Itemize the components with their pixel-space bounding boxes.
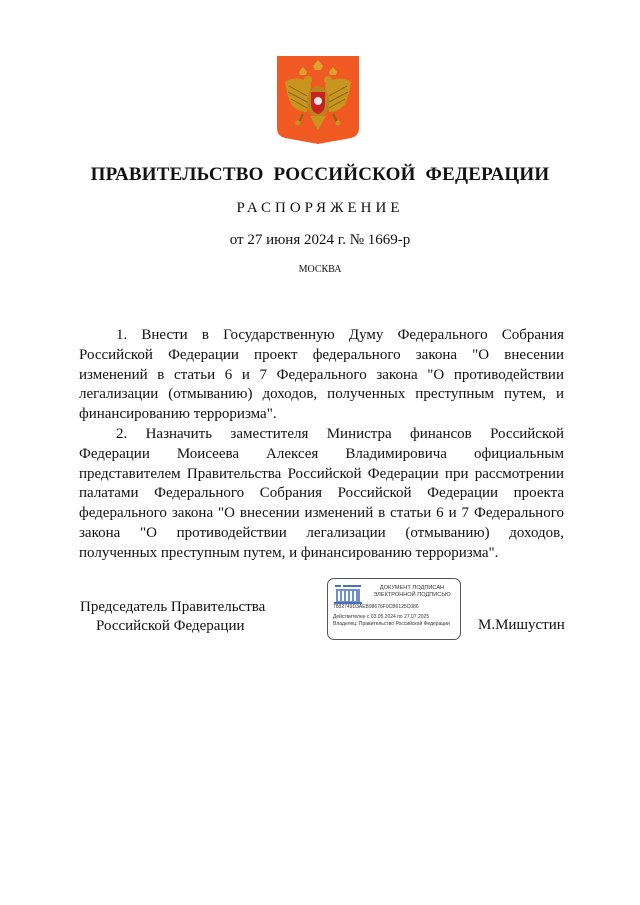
government-title: ПРАВИТЕЛЬСТВО РОССИЙСКОЙ ФЕДЕРАЦИИ — [90, 164, 550, 185]
stamp-serial: 7882749D3AEB98676F0CB6125C086 — [333, 604, 419, 610]
document-city: МОСКВА — [298, 264, 342, 275]
paragraph-1: 1. Внести в Государственную Думу Федерального Собрания Российской Федерации проект федерального закона "О внесении изменений в статьи 6 и 7 Федерального закона "О противодействии легализации (отмыванию) доходов, полученных преступным путем, и финансированию терроризма". — [79, 327, 564, 423]
document-date-number: от 27 июня 2024 г. № 1669-р — [229, 232, 411, 248]
electronic-signature-stamp — [327, 578, 461, 640]
coat-of-arms-emblem — [277, 56, 359, 144]
stamp-title-line-1: ДОКУМЕНТ ПОДПИСАН — [379, 585, 445, 591]
signatory-position — [80, 598, 280, 636]
document-body — [79, 326, 564, 564]
signer-name: М.Мишустин — [478, 617, 565, 633]
stamp-owner: Владелец: Правительство Российской Федерации — [333, 621, 450, 627]
position-line-2: Российской Федерации — [96, 618, 245, 634]
stamp-title-line-2: ЭЛЕКТРОННОЙ ПОДПИСЬЮ — [373, 592, 451, 598]
document-type: РАСПОРЯЖЕНИЕ — [236, 200, 404, 216]
stamp-title — [366, 585, 458, 599]
stamp-validity: Действителен с 03.05.2024 по 27.07.2025 — [333, 614, 430, 620]
paragraph-2: 2. Назначить заместителя Министра финансов Российской Федерации Моисеева Алексея Владимировича официальным представителем Правительства Российской Федерации при рассмотрении палатами Федерального Собрания Российской Федерации проекта федерального закона "О внесении изменений в статьи 6 и 7 Федерального закона "О противодействии легализации (отмыванию) доходов, полученных преступным путем, и финансированию терроризма". — [79, 425, 564, 561]
position-line-1: Председатель Правительства — [80, 599, 266, 615]
government-building-icon — [333, 584, 363, 604]
